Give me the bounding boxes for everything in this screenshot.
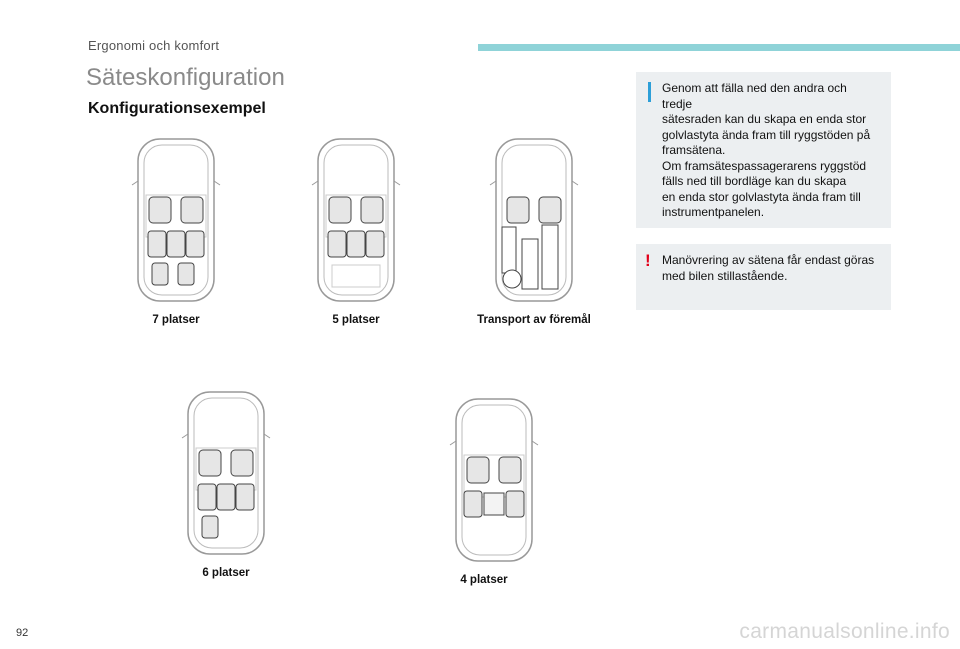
car-diagram-cargo: [488, 135, 580, 305]
info-text: Genom att fälla ned den andra och tredje sätesraden kan du skapa en enda stor golvlastyta ända fram till ryggstöden på framsätena. Om framsätespassagerarens ryggstöd fälls ned till bordläge kan du skapa en enda stor golvlastyta ända fram till instrumentpanelen.: [662, 81, 871, 219]
header-accent-bar: [478, 44, 960, 51]
config-label-5: 5 platser: [332, 314, 380, 326]
page-number: 92: [16, 627, 29, 639]
car-diagram-5-seats: [310, 135, 402, 305]
car-diagram-6-seats: [180, 388, 272, 558]
config-label-4: 4 platser: [460, 574, 508, 586]
exclamation-icon: !: [645, 251, 651, 270]
config-label-7: 7 platser: [152, 314, 200, 326]
config-label-cargo: Transport av föremål: [477, 314, 591, 326]
info-box: [636, 72, 891, 228]
car-diagram-4-seats: [448, 395, 540, 565]
section-label: Ergonomi och komfort: [88, 38, 220, 53]
info-icon: [648, 82, 651, 102]
config-label-6: 6 platser: [202, 567, 250, 579]
warning-text: Manövrering av sätena får endast göras med bilen stillastående.: [662, 253, 875, 283]
page-subtitle: Konfigurationsexempel: [88, 100, 266, 117]
page-title: Säteskonfiguration: [86, 64, 285, 91]
warning-box: [636, 244, 891, 310]
watermark: carmanualsonline.info: [739, 620, 950, 643]
car-diagram-7-seats: [130, 135, 222, 305]
